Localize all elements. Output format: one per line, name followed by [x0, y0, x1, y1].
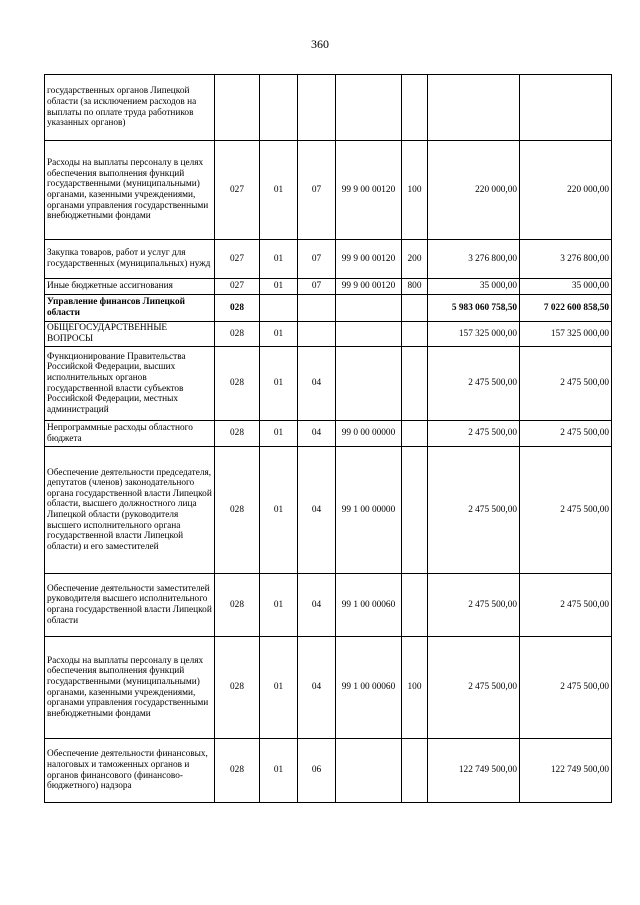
cell-section-code	[260, 295, 298, 322]
table-row	[45, 75, 612, 141]
cell-target-code: 99 9 00 00120	[336, 141, 402, 240]
cell-ministry-code: 028	[215, 322, 260, 347]
cell-amount-year-1: 3 276 800,00	[428, 240, 520, 279]
cell-section-code: 01	[260, 240, 298, 279]
cell-section-code: 01	[260, 322, 298, 347]
cell-target-code: 99 0 00 00000	[336, 421, 402, 447]
cell-target-code: 99 1 00 00060	[336, 637, 402, 739]
cell-name: государственных органов Липецкой области (за исключением расходов на выплаты по оплате труда работников указанных органов)	[45, 75, 215, 141]
cell-target-code: 99 9 00 00120	[336, 279, 402, 295]
cell-expense-type-code	[402, 322, 428, 347]
cell-ministry-code	[215, 75, 260, 141]
cell-expense-type-code	[402, 421, 428, 447]
table-row	[45, 279, 612, 295]
cell-expense-type-code	[402, 447, 428, 574]
cell-expense-type-code	[402, 75, 428, 141]
table-row	[45, 295, 612, 322]
cell-amount-year-2: 2 475 500,00	[520, 421, 612, 447]
cell-subsection-code: 07	[298, 240, 336, 279]
cell-subsection-code: 07	[298, 141, 336, 240]
cell-section-code: 01	[260, 637, 298, 739]
cell-ministry-code: 028	[215, 637, 260, 739]
cell-amount-year-2: 3 276 800,00	[520, 240, 612, 279]
table-row	[45, 322, 612, 347]
cell-target-code: 99 9 00 00120	[336, 240, 402, 279]
cell-target-code	[336, 295, 402, 322]
cell-expense-type-code: 800	[402, 279, 428, 295]
cell-name: Расходы на выплаты персоналу в целях обеспечения выполнения функций государственными (муниципальными) органами, казенными учреждениями, органами управления государственными внебюджетными фондами	[45, 637, 215, 739]
cell-section-code: 01	[260, 739, 298, 803]
table-row	[45, 447, 612, 574]
cell-target-code: 99 1 00 00060	[336, 574, 402, 637]
cell-section-code	[260, 75, 298, 141]
cell-name: Управление финансов Липецкой области	[45, 295, 215, 322]
cell-amount-year-1: 157 325 000,00	[428, 322, 520, 347]
cell-amount-year-2: 2 475 500,00	[520, 574, 612, 637]
cell-target-code	[336, 347, 402, 421]
table-row	[45, 637, 612, 739]
cell-amount-year-1: 35 000,00	[428, 279, 520, 295]
cell-name: Функционирование Правительства Российской Федерации, высших исполнительных органов государственной власти субъектов Российской Федерации, местных администраций	[45, 347, 215, 421]
table-row	[45, 421, 612, 447]
budget-table-body	[45, 75, 612, 803]
cell-amount-year-1: 2 475 500,00	[428, 574, 520, 637]
cell-subsection-code: 04	[298, 574, 336, 637]
table-row	[45, 739, 612, 803]
cell-amount-year-2: 220 000,00	[520, 141, 612, 240]
cell-amount-year-2: 2 475 500,00	[520, 637, 612, 739]
cell-amount-year-1: 122 749 500,00	[428, 739, 520, 803]
cell-amount-year-1	[428, 75, 520, 141]
cell-subsection-code: 04	[298, 421, 336, 447]
budget-table	[44, 74, 612, 803]
cell-subsection-code: 04	[298, 347, 336, 421]
cell-ministry-code: 027	[215, 240, 260, 279]
cell-section-code: 01	[260, 447, 298, 574]
cell-ministry-code: 028	[215, 739, 260, 803]
cell-name: ОБЩЕГОСУДАРСТВЕННЫЕ ВОПРОСЫ	[45, 322, 215, 347]
cell-amount-year-1: 2 475 500,00	[428, 347, 520, 421]
cell-amount-year-2: 2 475 500,00	[520, 447, 612, 574]
cell-name: Иные бюджетные ассигнования	[45, 279, 215, 295]
cell-amount-year-1: 220 000,00	[428, 141, 520, 240]
cell-expense-type-code: 200	[402, 240, 428, 279]
cell-section-code: 01	[260, 574, 298, 637]
cell-amount-year-2: 35 000,00	[520, 279, 612, 295]
page-number: 360	[311, 37, 329, 51]
cell-subsection-code: 06	[298, 739, 336, 803]
cell-section-code: 01	[260, 141, 298, 240]
cell-expense-type-code	[402, 574, 428, 637]
cell-ministry-code: 027	[215, 279, 260, 295]
cell-ministry-code: 027	[215, 141, 260, 240]
cell-section-code: 01	[260, 347, 298, 421]
cell-amount-year-2: 7 022 600 858,50	[520, 295, 612, 322]
cell-expense-type-code: 100	[402, 141, 428, 240]
cell-target-code	[336, 75, 402, 141]
cell-name: Обеспечение деятельности заместителей руководителя высшего исполнительного органа государственной власти Липецкой области	[45, 574, 215, 637]
cell-expense-type-code	[402, 295, 428, 322]
cell-amount-year-1: 2 475 500,00	[428, 421, 520, 447]
cell-expense-type-code	[402, 739, 428, 803]
cell-subsection-code: 07	[298, 279, 336, 295]
cell-amount-year-1: 2 475 500,00	[428, 637, 520, 739]
cell-subsection-code	[298, 295, 336, 322]
cell-name: Обеспечение деятельности председателя, депутатов (членов) законодательного органа государственной власти Липецкой области, высшего должностного лица Липецкой области (руководителя высшего исполнительного органа государственной власти Липецкой области) и его заместителей	[45, 447, 215, 574]
cell-amount-year-1: 5 983 060 758,50	[428, 295, 520, 322]
cell-amount-year-2: 122 749 500,00	[520, 739, 612, 803]
table-row	[45, 141, 612, 240]
cell-ministry-code: 028	[215, 574, 260, 637]
table-row	[45, 347, 612, 421]
cell-amount-year-2	[520, 75, 612, 141]
cell-subsection-code: 04	[298, 447, 336, 574]
cell-amount-year-2: 157 325 000,00	[520, 322, 612, 347]
table-row	[45, 574, 612, 637]
cell-subsection-code: 04	[298, 637, 336, 739]
cell-target-code: 99 1 00 00000	[336, 447, 402, 574]
cell-expense-type-code	[402, 347, 428, 421]
cell-subsection-code	[298, 322, 336, 347]
cell-ministry-code: 028	[215, 447, 260, 574]
cell-name: Закупка товаров, работ и услуг для государственных (муниципальных) нужд	[45, 240, 215, 279]
cell-amount-year-1: 2 475 500,00	[428, 447, 520, 574]
cell-name: Непрограммные расходы областного бюджета	[45, 421, 215, 447]
cell-target-code	[336, 739, 402, 803]
cell-section-code: 01	[260, 421, 298, 447]
cell-section-code: 01	[260, 279, 298, 295]
cell-ministry-code: 028	[215, 347, 260, 421]
cell-expense-type-code: 100	[402, 637, 428, 739]
cell-ministry-code: 028	[215, 421, 260, 447]
cell-subsection-code	[298, 75, 336, 141]
table-row	[45, 240, 612, 279]
cell-ministry-code: 028	[215, 295, 260, 322]
cell-amount-year-2: 2 475 500,00	[520, 347, 612, 421]
cell-name: Обеспечение деятельности финансовых, налоговых и таможенных органов и органов финансового (финансово-бюджетного) надзора	[45, 739, 215, 803]
cell-name: Расходы на выплаты персоналу в целях обеспечения выполнения функций государственными (муниципальными) органами, казенными учреждениями, органами управления государственными внебюджетными фондами	[45, 141, 215, 240]
cell-target-code	[336, 322, 402, 347]
